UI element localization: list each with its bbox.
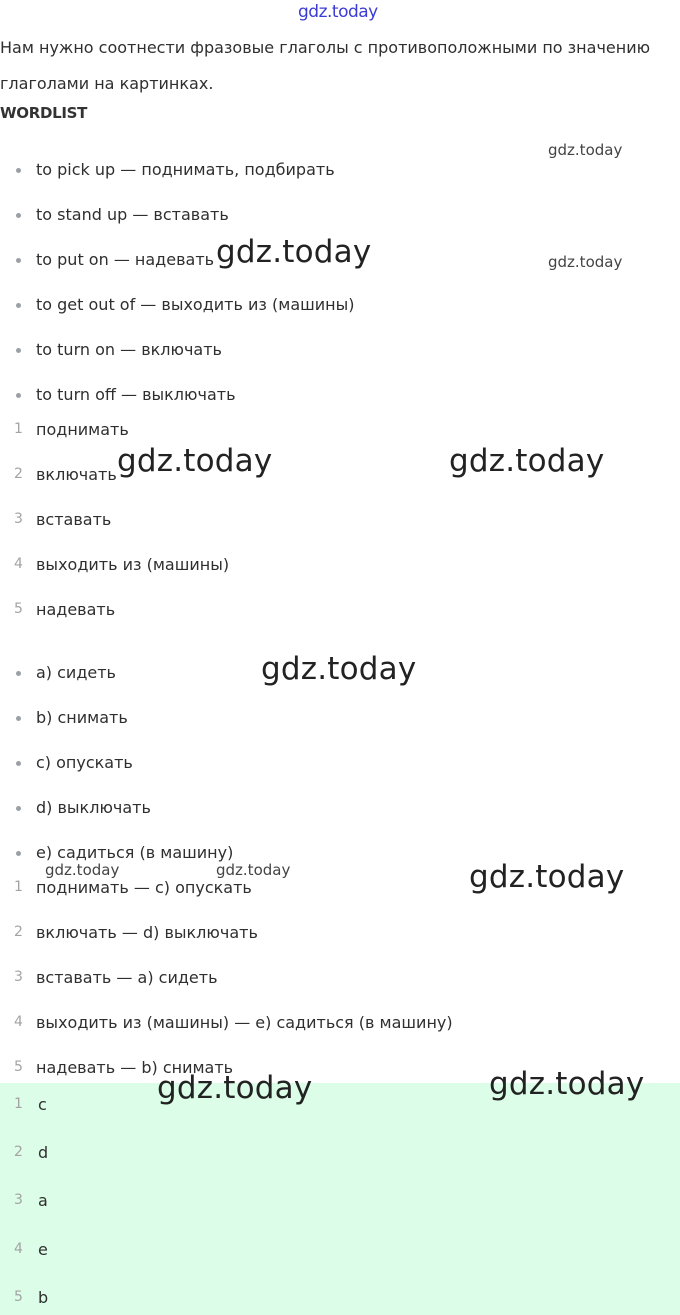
verb-item bbox=[0, 552, 229, 576]
item-number: 3 bbox=[14, 511, 23, 527]
item-number: 1 bbox=[14, 879, 23, 895]
match-text: включать — d) выключать bbox=[36, 922, 258, 942]
item-number: 1 bbox=[14, 421, 23, 437]
bullet-icon bbox=[0, 250, 36, 269]
verb-text: поднимать bbox=[36, 419, 129, 439]
answer-item bbox=[0, 1285, 48, 1309]
watermark: gdz.today bbox=[449, 443, 605, 479]
answer-text: d bbox=[38, 1142, 49, 1162]
wordlist-item-text: to pick up — поднимать, подбирать bbox=[36, 159, 335, 179]
match-text: вставать — a) сидеть bbox=[36, 967, 218, 987]
match-item bbox=[0, 1055, 233, 1079]
wordlist-item-text: to turn on — включать bbox=[36, 339, 222, 359]
answer-text: c bbox=[38, 1094, 47, 1114]
task-description: Нам нужно соотнести фразовые глаголы с противоположными по значению глаголами на картинках. bbox=[0, 38, 651, 93]
wordlist-item bbox=[0, 292, 355, 316]
wordlist-item bbox=[0, 247, 214, 271]
verb-item bbox=[0, 507, 111, 531]
answer-block bbox=[0, 1083, 680, 1315]
watermark: gdz.today bbox=[45, 861, 120, 879]
option-text: d) выключать bbox=[36, 797, 151, 817]
watermark: gdz.today bbox=[489, 1066, 645, 1102]
answer-item bbox=[0, 1140, 48, 1164]
option-item bbox=[0, 840, 233, 864]
verb-item bbox=[0, 462, 117, 486]
wordlist-item bbox=[0, 157, 335, 181]
wordlist-item bbox=[0, 202, 229, 226]
answer-item bbox=[0, 1188, 48, 1212]
wordlist-item bbox=[0, 337, 222, 361]
item-number: 5 bbox=[14, 601, 23, 617]
option-text: b) снимать bbox=[36, 707, 128, 727]
match-item bbox=[0, 920, 258, 944]
bullet-icon bbox=[0, 340, 36, 359]
match-text: выходить из (машины) — e) садиться (в машину) bbox=[36, 1012, 453, 1032]
answer-item bbox=[0, 1092, 47, 1116]
verb-text: выходить из (машины) bbox=[36, 554, 230, 574]
match-text: поднимать — c) опускать bbox=[36, 877, 252, 897]
answer-text: b bbox=[38, 1287, 49, 1307]
wordlist-item-text: to put on — надевать bbox=[36, 249, 215, 269]
item-number: 2 bbox=[14, 466, 23, 482]
bullet-icon bbox=[0, 385, 36, 404]
answer-text: e bbox=[38, 1239, 48, 1259]
bullet-icon bbox=[0, 663, 36, 682]
item-number: 3 bbox=[14, 1192, 23, 1208]
bullet-icon bbox=[0, 708, 36, 727]
option-item bbox=[0, 660, 116, 684]
match-item bbox=[0, 1010, 453, 1034]
wordlist-item-text: to get out of — выходить из (машины) bbox=[36, 294, 355, 314]
item-number: 4 bbox=[14, 1014, 23, 1030]
answer-text: a bbox=[38, 1190, 48, 1210]
bullet-icon bbox=[0, 753, 36, 772]
watermark: gdz.today bbox=[216, 861, 291, 879]
answer-item bbox=[0, 1237, 48, 1261]
option-text: e) садиться (в машину) bbox=[36, 842, 234, 862]
match-item bbox=[0, 875, 252, 899]
verb-text: надевать bbox=[36, 599, 116, 619]
item-number: 2 bbox=[14, 924, 23, 940]
item-number: 1 bbox=[14, 1096, 23, 1112]
bullet-icon bbox=[0, 843, 36, 862]
watermark: gdz.today bbox=[469, 859, 625, 895]
item-number: 4 bbox=[14, 556, 23, 572]
watermark: gdz.today bbox=[157, 1070, 313, 1106]
watermark: gdz.today bbox=[261, 651, 417, 687]
watermark: gdz.today bbox=[117, 443, 273, 479]
wordlist-item-text: to turn off — выключать bbox=[36, 384, 236, 404]
option-item bbox=[0, 795, 151, 819]
watermark: gdz.today bbox=[216, 234, 372, 270]
option-text: c) опускать bbox=[36, 752, 133, 772]
bullet-icon bbox=[0, 160, 36, 179]
wordlist-item bbox=[0, 382, 236, 406]
item-number: 5 bbox=[14, 1059, 23, 1075]
bullet-icon bbox=[0, 205, 36, 224]
match-item bbox=[0, 965, 218, 989]
verb-text: вставать bbox=[36, 509, 112, 529]
item-number: 2 bbox=[14, 1144, 23, 1160]
item-number: 4 bbox=[14, 1241, 23, 1257]
bullet-icon bbox=[0, 295, 36, 314]
watermark: gdz.today bbox=[548, 253, 623, 271]
wordlist-heading: WORDLIST bbox=[0, 104, 88, 122]
option-item bbox=[0, 705, 128, 729]
item-number: 5 bbox=[14, 1289, 23, 1305]
wordlist-item-text: to stand up — вставать bbox=[36, 204, 229, 224]
match-text: надевать — b) снимать bbox=[36, 1057, 234, 1077]
option-text: a) сидеть bbox=[36, 662, 116, 682]
watermark: gdz.today bbox=[548, 141, 623, 159]
verb-item bbox=[0, 597, 115, 621]
bullet-icon bbox=[0, 798, 36, 817]
option-item bbox=[0, 750, 133, 774]
verb-item bbox=[0, 417, 129, 441]
site-logo[interactable]: gdz.today bbox=[298, 2, 378, 22]
item-number: 3 bbox=[14, 969, 23, 985]
verb-text: включать bbox=[36, 464, 117, 484]
